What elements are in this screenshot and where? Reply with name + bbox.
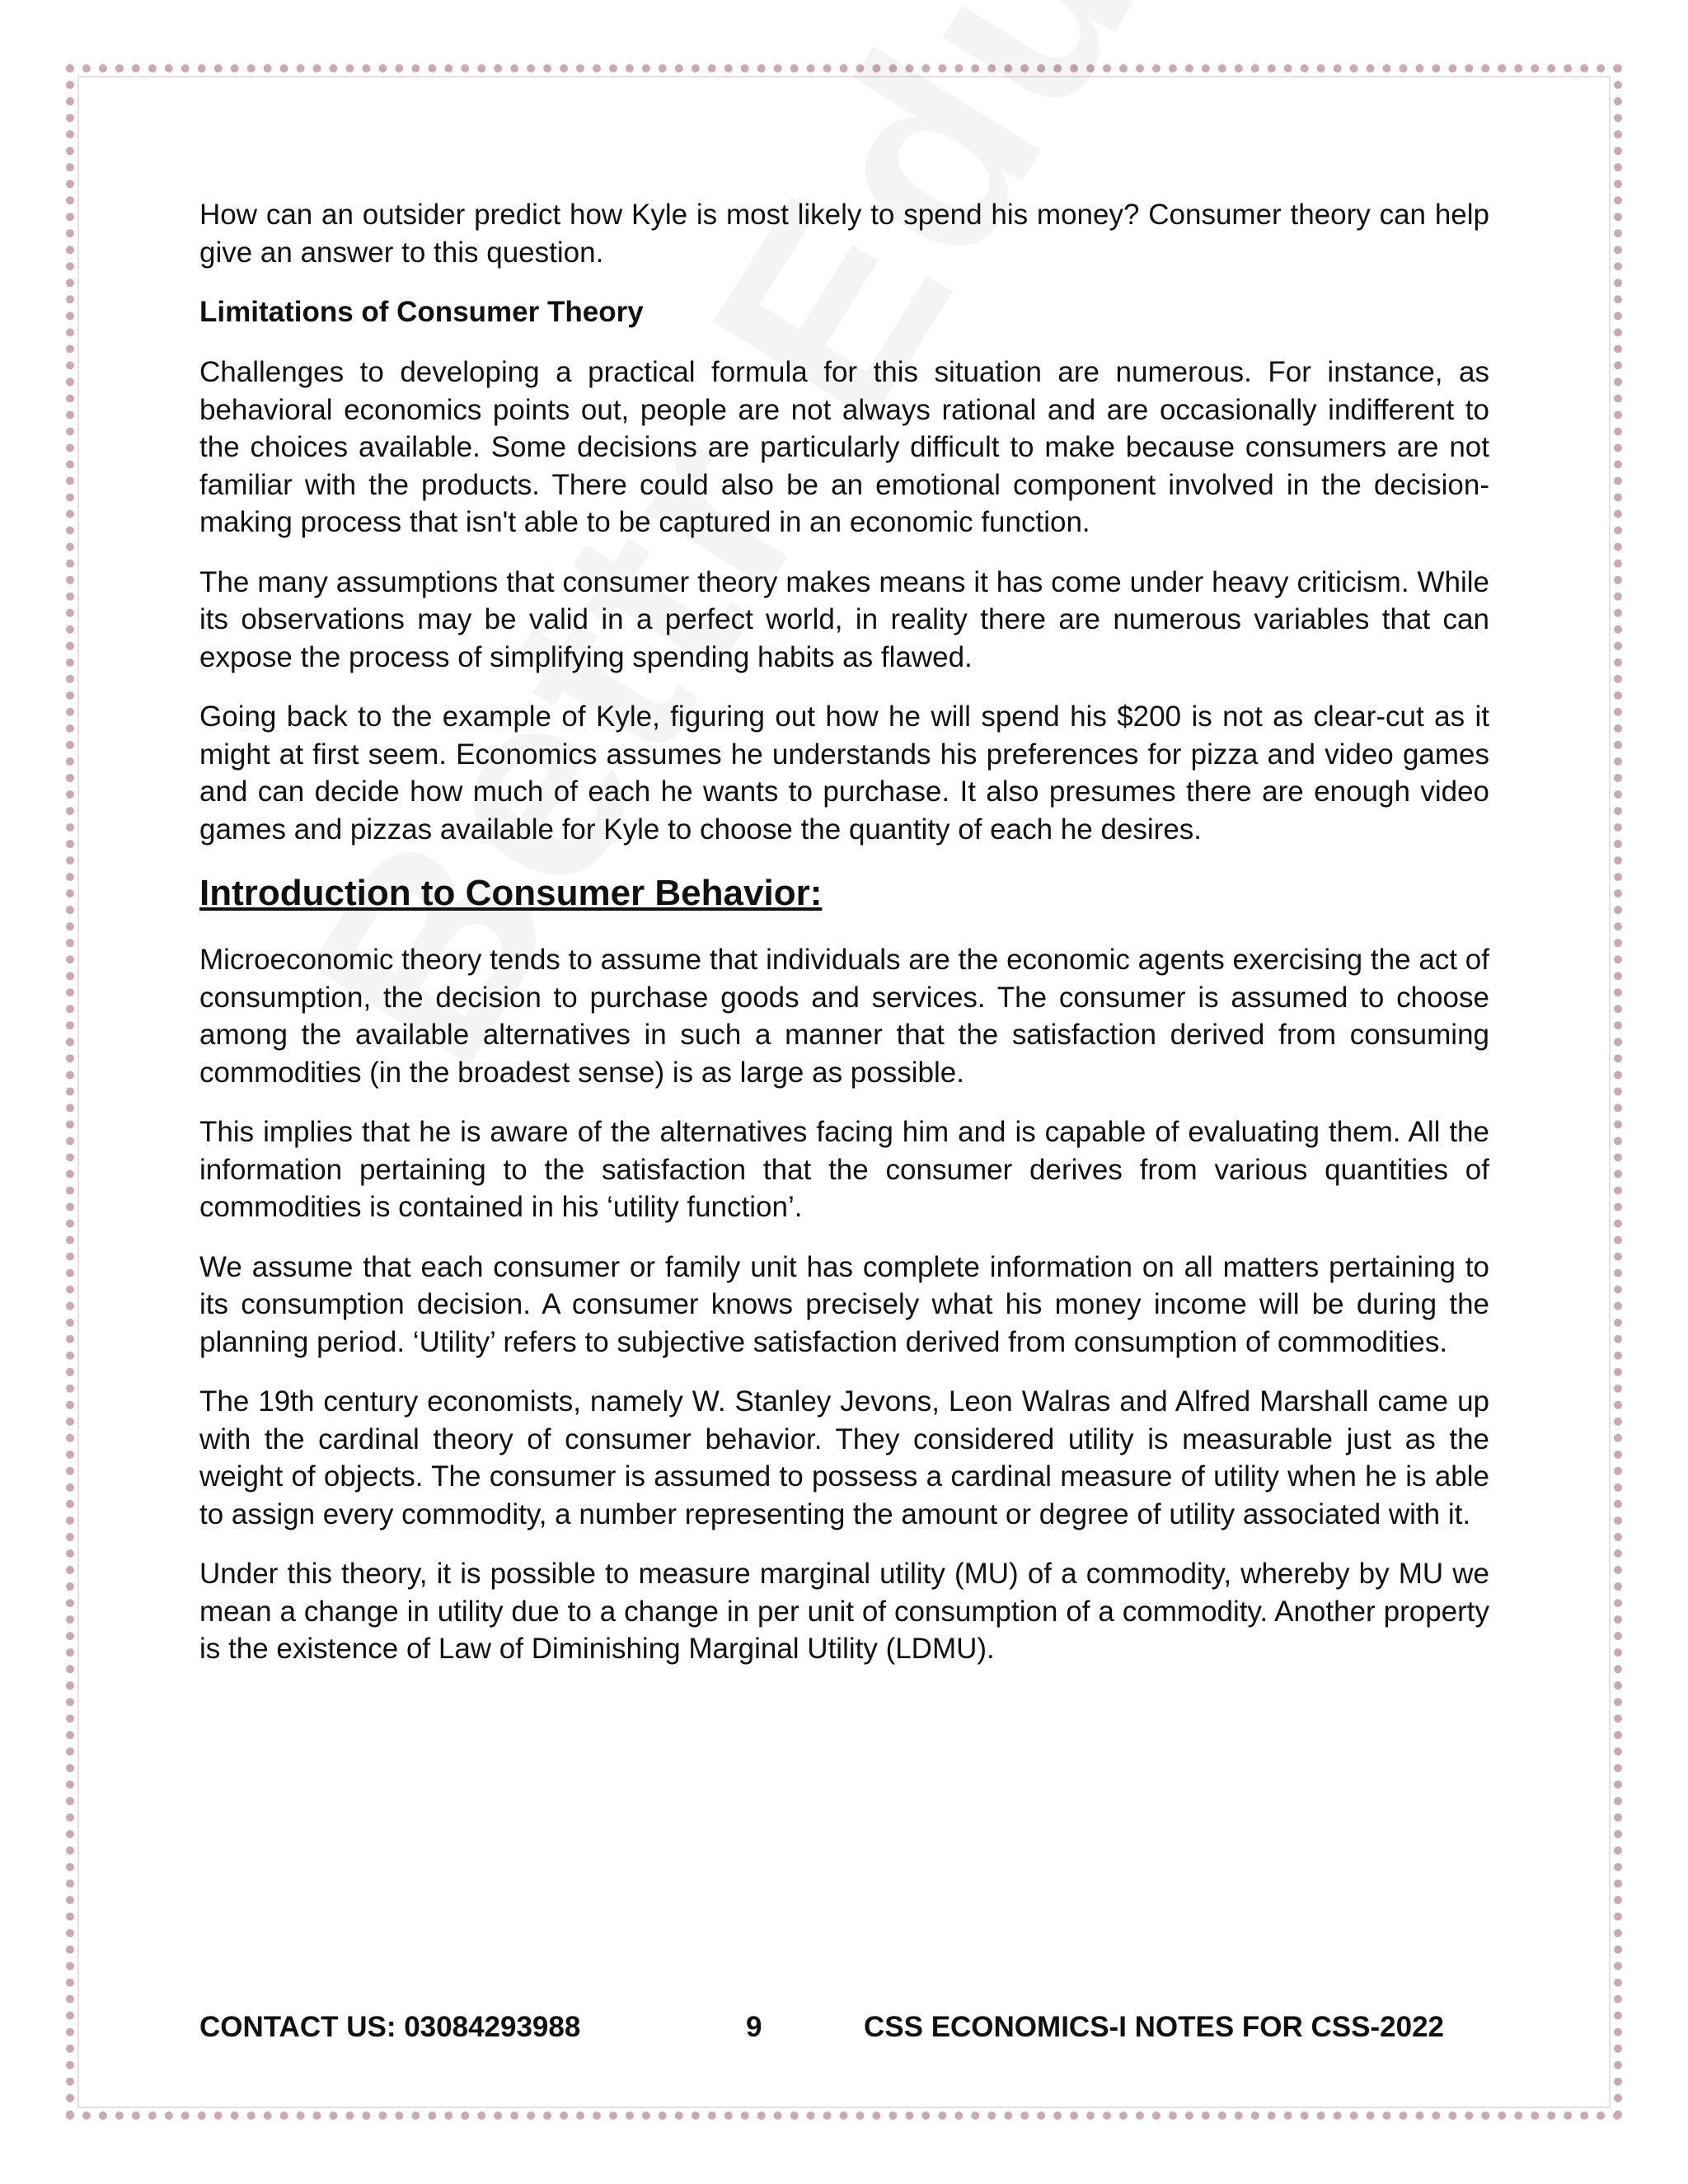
intro-paragraph: How can an outsider predict how Kyle is most likely to spend his money? Consumer theory can help give an answer to this question. [199, 199, 1489, 269]
behavior-paragraph: We assume that each consumer or family unit has complete information on all matters pertaining to its consumption decision. A consumer knows precisely what his money income will be during the planning period. ‘Utility’ refers to subjective satisfaction derived from consumption of commodities. [199, 1250, 1489, 1358]
behavior-paragraph: Under this theory, it is possible to measure marginal utility (MU) of a commodity, whereby by MU we mean a change in utility due to a change in per unit of consumption of a commodity. Another property is the existence of Law of Diminishing Marginal Utility (LDMU). [199, 1558, 1489, 1665]
page-number: 9 [746, 2011, 762, 2043]
behavior-paragraph: Microeconomic theory tends to assume that individuals are the economic agents exercising the act of consumption, the decision to purchase goods and services. The consumer is assumed to choose among the available alternatives in such a manner that the satisfaction derived from consuming commodities (in the broadest sense) is as large as possible. [199, 944, 1489, 1089]
section-heading: Introduction to Consumer Behavior: [199, 873, 823, 913]
limitations-paragraph: Challenges to developing a practical formula for this situation are numerous. For instance, as behavioral economics points out, people are not always rational and are occasionally indifferent to the choices available. Some decisions are particularly difficult to make because consumers are not familiar with the products. There could also be an emotional component involved in the decision-making process that isn't able to be captured in an economic function. [199, 356, 1489, 538]
limitations-paragraph: The many assumptions that consumer theory makes means it has come under heavy criticism. While its observations may be valid in a perfect world, in reality there are numerous variables that can expose the process of simplifying spending habits as flawed. [199, 565, 1489, 673]
limitations-heading: Limitations of Consumer Theory [199, 296, 644, 328]
behavior-paragraph: The 19th century economists, namely W. Stanley Jevons, Leon Walras and Alfred Marshall came up with the cardinal theory of consumer behavior. They considered utility is measurable just as the weight of objects. The consumer is assumed to possess a cardinal measure of utility when he is able to assign every commodity, a number representing the amount or degree of utility associated with it. [199, 1385, 1489, 1530]
behavior-paragraph: This implies that he is aware of the alternatives facing him and is capable of evaluating them. All the information pertaining to the satisfaction that the consumer derives from various quantities of commodities is contained in his ‘utility function’. [199, 1116, 1489, 1223]
footer-title: CSS ECONOMICS-I NOTES FOR CSS-2022 [864, 2011, 1445, 2043]
limitations-paragraph: Going back to the example of Kyle, figuring out how he will spend his $200 is not as clear-cut as it might at first seem. Economics assumes he understands his preferences for pizza and video games and can decide how much of each he wants to purchase. It also presumes there are enough video games and pizzas available for Kyle to choose the quantity of each he desires. [199, 701, 1489, 846]
footer-contact: CONTACT US: 03084293988 [199, 2011, 581, 2043]
page-footer [199, 2011, 1489, 2052]
page-content [199, 196, 1489, 1690]
